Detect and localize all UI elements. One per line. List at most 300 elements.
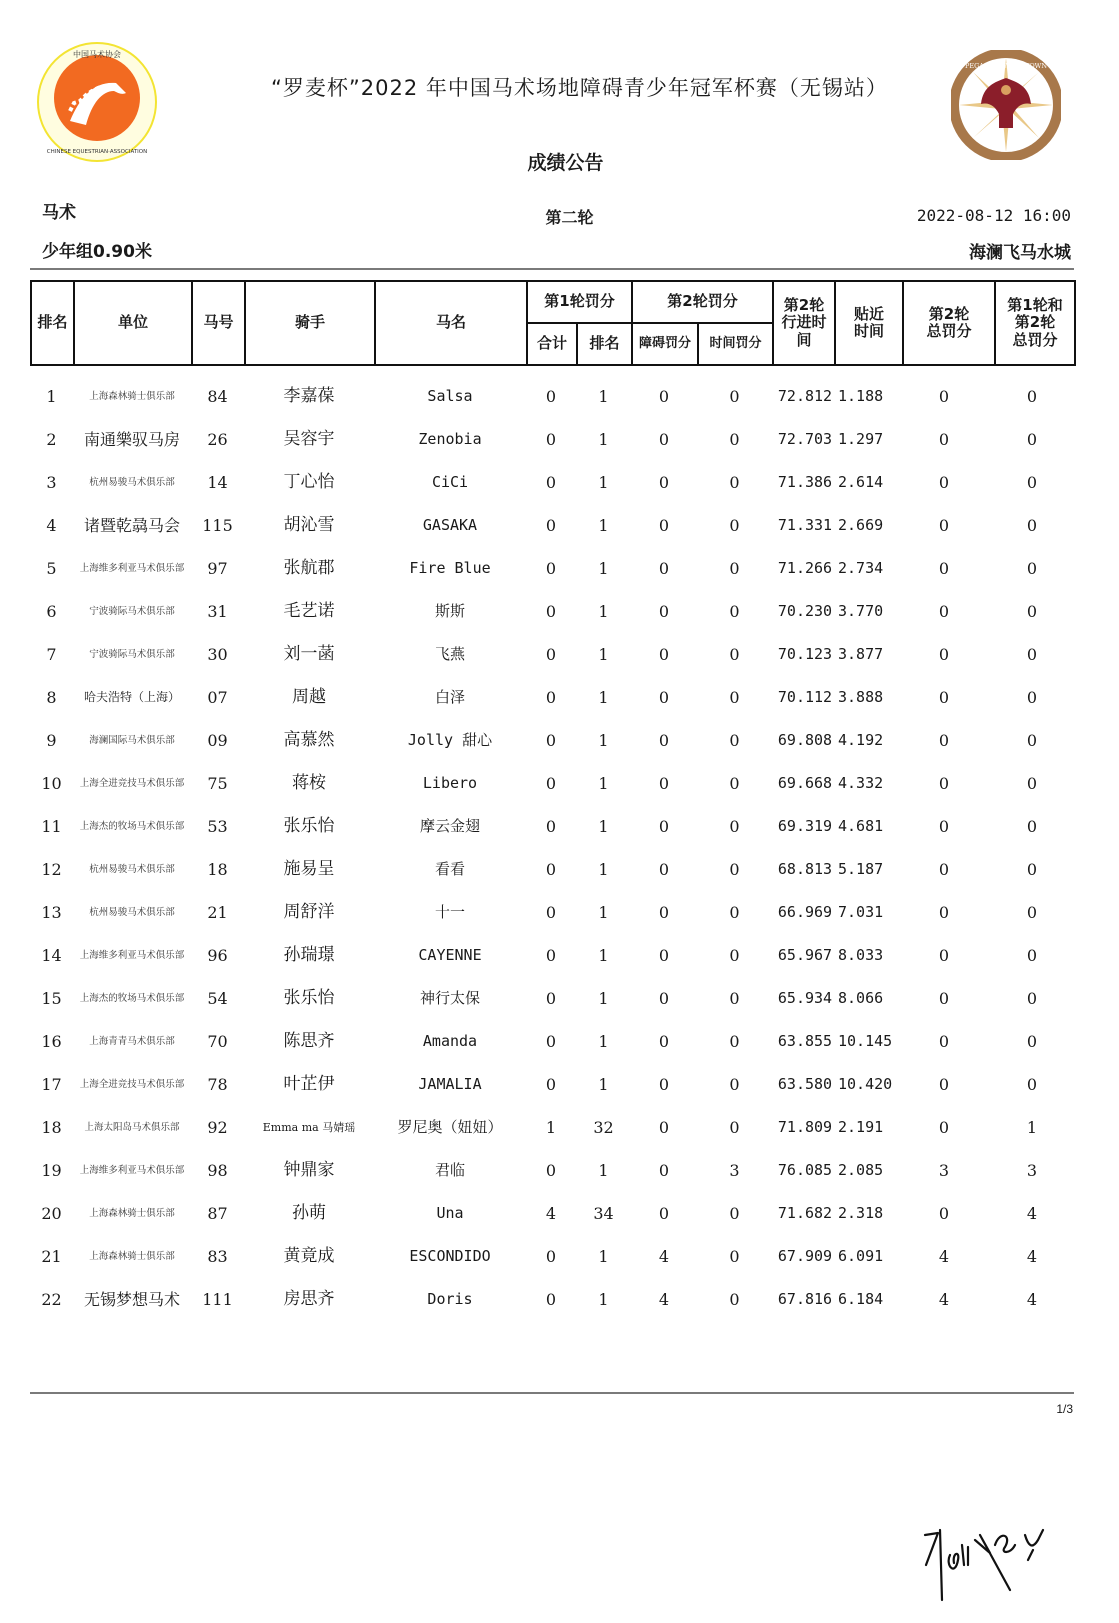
round2-time-penalty-cell: 0 <box>729 1032 740 1051</box>
round1-total-cell: 0 <box>545 602 557 621</box>
event-title: “罗麦杯”2022 年中国马术场地障碍青少年冠军杯赛（无锡站） <box>271 76 888 100</box>
rank-cell: 22 <box>41 1290 62 1309</box>
round2-obstacle-penalty-cell: 0 <box>658 559 670 578</box>
round2-obstacle-penalty-cell: 4 <box>658 1290 670 1309</box>
club-cell: 上海太阳岛马术俱乐部 <box>84 1122 180 1133</box>
rider-cell: 施易呈 <box>283 859 335 879</box>
round2-obstacle-penalty-cell: 0 <box>658 731 670 750</box>
round1-total-cell: 0 <box>545 946 557 965</box>
club-cell: 上海青青马术俱乐部 <box>89 1036 175 1047</box>
diff-time-cell: 8.033 <box>838 946 884 964</box>
round2-obstacle-penalty-cell: 0 <box>658 989 670 1008</box>
rider-cell: 钟鼎家 <box>283 1160 335 1180</box>
horse-no-cell: 30 <box>207 645 228 664</box>
table-row <box>30 418 1074 461</box>
grand-total-cell: 0 <box>1026 516 1038 535</box>
round-label: 第二轮 <box>545 208 594 227</box>
rank-cell: 19 <box>41 1161 62 1180</box>
grand-total-cell: 0 <box>1026 473 1038 492</box>
horse-cell: 神行太保 <box>419 989 480 1007</box>
horse-cell: 看看 <box>434 860 465 878</box>
round2-time-cell: 76.085 <box>777 1161 833 1179</box>
round2-time-penalty-cell: 0 <box>729 1075 740 1094</box>
horse-cell: JAMALIA <box>418 1075 482 1093</box>
rider-cell: 房思齐 <box>283 1289 335 1309</box>
horse-no-cell: 31 <box>207 602 228 621</box>
round2-total-cell: 4 <box>938 1290 950 1309</box>
grand-total-cell: 0 <box>1026 817 1038 836</box>
table-row <box>30 1149 1074 1192</box>
horse-no-cell: 70 <box>207 1032 228 1051</box>
club-cell: 无锡梦想马术 <box>83 1290 180 1309</box>
horse-no-cell: 92 <box>207 1118 228 1137</box>
rank-cell: 16 <box>41 1032 62 1051</box>
table-row <box>30 633 1074 676</box>
col-round2-time-penalty: 时间罚分 <box>698 323 773 365</box>
round1-total-cell: 0 <box>545 1075 557 1094</box>
club-cell: 上海全进竞技马术俱乐部 <box>79 1079 185 1090</box>
round2-total-cell: 0 <box>938 1032 950 1051</box>
round2-obstacle-penalty-cell: 0 <box>658 430 670 449</box>
club-cell: 宁波骑际马术俱乐部 <box>89 606 175 617</box>
rider-cell: 丁心怡 <box>283 472 335 492</box>
horse-cell: 斯斯 <box>434 602 465 620</box>
round2-obstacle-penalty-cell: 0 <box>658 774 670 793</box>
signature-icon <box>920 1505 1070 1615</box>
club-cell: 诸暨乾骉马会 <box>83 516 180 535</box>
col-rank: 排名 <box>31 281 74 365</box>
round2-total-cell: 0 <box>938 817 950 836</box>
horse-no-cell: 18 <box>207 860 228 879</box>
diff-time-cell: 3.888 <box>838 688 884 706</box>
horse-cell: CiCi <box>431 473 469 491</box>
round2-obstacle-penalty-cell: 0 <box>658 1118 670 1137</box>
diff-time-cell: 6.184 <box>838 1290 884 1308</box>
horse-no-cell: 14 <box>207 473 228 492</box>
round2-time-penalty-cell: 0 <box>729 903 740 922</box>
horse-no-cell: 07 <box>207 688 228 707</box>
round2-obstacle-penalty-cell: 0 <box>658 1032 670 1051</box>
round2-time-cell: 65.934 <box>777 989 833 1007</box>
table-row <box>30 1278 1074 1321</box>
round1-rank-cell: 1 <box>598 559 609 578</box>
diff-time-cell: 2.734 <box>838 559 884 577</box>
table-row <box>30 504 1074 547</box>
round1-rank-cell: 1 <box>598 387 609 406</box>
diff-time-cell: 3.770 <box>838 602 884 620</box>
col-round2-time: 第2轮 行进时 间 <box>773 281 835 365</box>
horse-no-cell: 83 <box>207 1247 228 1266</box>
round2-time-penalty-cell: 0 <box>729 473 740 492</box>
round1-total-cell: 0 <box>545 1247 557 1266</box>
round1-total-cell: 0 <box>545 473 557 492</box>
round1-rank-cell: 1 <box>598 430 609 449</box>
club-cell: 上海杰的牧场马术俱乐部 <box>79 993 185 1004</box>
horse-cell: 飞燕 <box>434 645 465 663</box>
diff-time-cell: 10.420 <box>838 1075 893 1093</box>
grand-total-cell: 3 <box>1026 1161 1038 1180</box>
round2-obstacle-penalty-cell: 0 <box>658 516 670 535</box>
diff-time-cell: 8.066 <box>838 989 884 1007</box>
round1-total-cell: 0 <box>545 688 557 707</box>
round2-time-penalty-cell: 0 <box>729 645 740 664</box>
horse-cell: 君临 <box>434 1161 465 1179</box>
round2-total-cell: 4 <box>938 1247 950 1266</box>
rank-cell: 14 <box>41 946 62 965</box>
horse-no-cell: 84 <box>207 387 228 406</box>
round2-total-cell: 0 <box>938 946 950 965</box>
round2-time-cell: 69.668 <box>777 774 833 792</box>
rank-cell: 9 <box>46 731 57 750</box>
rank-cell: 7 <box>46 645 57 664</box>
round2-time-penalty-cell: 0 <box>729 946 740 965</box>
club-cell: 南通樂驭马房 <box>83 430 180 449</box>
rider-cell: 刘一菡 <box>283 644 335 664</box>
round2-time-cell: 63.855 <box>777 1032 833 1050</box>
footer-divider <box>30 1392 1074 1394</box>
round2-time-cell: 72.812 <box>777 387 833 405</box>
round2-total-cell: 0 <box>938 430 950 449</box>
round2-time-penalty-cell: 3 <box>729 1161 740 1180</box>
horse-no-cell: 97 <box>207 559 228 578</box>
rider-cell: 李嘉葆 <box>283 386 335 406</box>
rider-cell: 叶芷伊 <box>283 1074 335 1094</box>
rank-cell: 13 <box>41 903 62 922</box>
round2-obstacle-penalty-cell: 0 <box>658 903 670 922</box>
round2-total-cell: 0 <box>938 1075 950 1094</box>
grand-total-cell: 0 <box>1026 645 1038 664</box>
round2-obstacle-penalty-cell: 4 <box>658 1247 670 1266</box>
horse-no-cell: 115 <box>202 516 233 535</box>
col-club: 单位 <box>74 281 192 365</box>
grand-total-cell: 4 <box>1026 1290 1038 1309</box>
round2-time-cell: 70.112 <box>777 688 833 706</box>
round2-time-penalty-cell: 0 <box>729 731 740 750</box>
results-table-header <box>30 280 1076 366</box>
rank-cell: 12 <box>41 860 62 879</box>
rank-cell: 10 <box>41 774 62 793</box>
table-row <box>30 375 1074 418</box>
round2-time-cell: 71.682 <box>777 1204 833 1222</box>
horse-cell: Jolly 甜心 <box>407 731 493 749</box>
club-cell: 上海杰的牧场马术俱乐部 <box>79 821 185 832</box>
chinese-equestrian-association-logo-icon <box>36 41 158 163</box>
table-row <box>30 977 1074 1020</box>
grand-total-cell: 0 <box>1026 1032 1038 1051</box>
round1-rank-cell: 32 <box>593 1118 614 1137</box>
club-cell: 上海森林骑士俱乐部 <box>89 1208 175 1219</box>
col-horse-no: 马号 <box>192 281 245 365</box>
rank-cell: 4 <box>46 516 57 535</box>
round2-time-penalty-cell: 0 <box>729 430 740 449</box>
round1-rank-cell: 1 <box>598 989 609 1008</box>
grand-total-cell: 0 <box>1026 430 1038 449</box>
club-cell: 上海维多利亚马术俱乐部 <box>79 950 185 961</box>
round2-time-cell: 67.816 <box>777 1290 833 1308</box>
diff-time-cell: 2.614 <box>838 473 884 491</box>
round1-total-cell: 4 <box>545 1204 557 1223</box>
round2-obstacle-penalty-cell: 0 <box>658 645 670 664</box>
col-round2-total: 第2轮 总罚分 <box>903 281 995 365</box>
table-row <box>30 934 1074 977</box>
grand-total-cell: 0 <box>1026 774 1038 793</box>
round2-time-cell: 71.386 <box>777 473 833 491</box>
round1-total-cell: 0 <box>545 559 557 578</box>
svg-text:PEGASUS WATERTOWN: PEGASUS WATERTOWN <box>964 62 1048 70</box>
diff-time-cell: 4.681 <box>838 817 884 835</box>
round1-total-cell: 0 <box>545 645 557 664</box>
horse-no-cell: 09 <box>207 731 228 750</box>
round1-total-cell: 0 <box>545 1032 557 1051</box>
col-grand-total: 第1轮和 第2轮 总罚分 <box>995 281 1075 365</box>
col-diff-time: 贴近 时间 <box>835 281 903 365</box>
round2-time-cell: 69.808 <box>777 731 833 749</box>
rank-cell: 6 <box>46 602 57 621</box>
horse-no-cell: 75 <box>207 774 228 793</box>
col-group-round2-penalty: 第2轮罚分 <box>632 281 773 323</box>
rider-cell: 蒋桉 <box>292 773 326 793</box>
horse-no-cell: 111 <box>202 1290 233 1309</box>
round2-obstacle-penalty-cell: 0 <box>658 817 670 836</box>
horse-cell: Doris <box>427 1290 473 1308</box>
round2-total-cell: 0 <box>938 903 950 922</box>
round2-time-penalty-cell: 0 <box>729 688 740 707</box>
round2-total-cell: 0 <box>938 559 950 578</box>
round2-time-penalty-cell: 0 <box>729 516 740 535</box>
club-cell: 杭州易骏马术俱乐部 <box>89 477 175 488</box>
rank-cell: 20 <box>41 1204 62 1223</box>
round2-total-cell: 0 <box>938 731 950 750</box>
venue-label: 海澜飞马水城 <box>969 243 1071 263</box>
round1-rank-cell: 1 <box>598 645 609 664</box>
club-cell: 哈夫浩特（上海） <box>83 690 180 704</box>
table-row <box>30 1235 1074 1278</box>
diff-time-cell: 5.187 <box>838 860 884 878</box>
svg-text:中国马术协会: 中国马术协会 <box>73 50 121 59</box>
round2-total-cell: 0 <box>938 1118 950 1137</box>
diff-time-cell: 4.332 <box>838 774 884 792</box>
table-row <box>30 762 1074 805</box>
rider-cell: 周舒洋 <box>283 902 335 922</box>
table-row <box>30 805 1074 848</box>
round2-time-penalty-cell: 0 <box>729 559 740 578</box>
club-cell: 上海维多利亚马术俱乐部 <box>79 1165 185 1176</box>
diff-time-cell: 1.188 <box>838 387 884 405</box>
horse-no-cell: 53 <box>207 817 228 836</box>
horse-no-cell: 26 <box>207 430 228 449</box>
rider-cell: 周越 <box>292 687 326 707</box>
round1-rank-cell: 1 <box>598 903 609 922</box>
round2-time-penalty-cell: 0 <box>729 602 740 621</box>
round2-time-cell: 67.909 <box>777 1247 833 1265</box>
diff-time-cell: 7.031 <box>838 903 884 921</box>
header-divider <box>30 268 1074 270</box>
rank-cell: 11 <box>41 817 62 836</box>
round2-obstacle-penalty-cell: 0 <box>658 860 670 879</box>
page-number: 1/3 <box>1056 1402 1073 1416</box>
round2-time-penalty-cell: 0 <box>729 1204 740 1223</box>
horse-cell: 十一 <box>434 903 465 921</box>
grand-total-cell: 0 <box>1026 989 1038 1008</box>
diff-time-cell: 1.297 <box>838 430 884 448</box>
diff-time-cell: 10.145 <box>838 1032 893 1050</box>
round1-rank-cell: 1 <box>598 946 609 965</box>
round1-total-cell: 0 <box>545 860 557 879</box>
table-row <box>30 676 1074 719</box>
round1-total-cell: 0 <box>545 817 557 836</box>
grand-total-cell: 1 <box>1026 1118 1038 1137</box>
round2-time-cell: 70.230 <box>777 602 833 620</box>
rider-cell: 毛艺诺 <box>283 601 335 621</box>
horse-no-cell: 21 <box>207 903 228 922</box>
round2-time-cell: 65.967 <box>777 946 833 964</box>
round2-total-cell: 0 <box>938 860 950 879</box>
table-row <box>30 1020 1074 1063</box>
rank-cell: 17 <box>41 1075 62 1094</box>
rider-cell: 胡沁雪 <box>283 515 335 535</box>
grand-total-cell: 0 <box>1026 387 1038 406</box>
diff-time-cell: 6.091 <box>838 1247 884 1265</box>
round2-obstacle-penalty-cell: 0 <box>658 602 670 621</box>
grand-total-cell: 4 <box>1026 1204 1038 1223</box>
round2-time-cell: 70.123 <box>777 645 833 663</box>
table-row <box>30 891 1074 934</box>
round1-total-cell: 1 <box>545 1118 557 1137</box>
rank-cell: 5 <box>46 559 57 578</box>
round1-rank-cell: 1 <box>598 774 609 793</box>
round2-obstacle-penalty-cell: 0 <box>658 688 670 707</box>
club-cell: 杭州易骏马术俱乐部 <box>89 864 175 875</box>
col-group-round1-penalty: 第1轮罚分 <box>527 281 632 323</box>
round1-total-cell: 0 <box>545 387 557 406</box>
rider-cell: 孙瑞璟 <box>283 945 335 965</box>
round2-time-penalty-cell: 0 <box>729 387 740 406</box>
club-cell: 上海森林骑士俱乐部 <box>89 391 175 402</box>
round2-obstacle-penalty-cell: 0 <box>658 1204 670 1223</box>
round2-total-cell: 0 <box>938 516 950 535</box>
grand-total-cell: 0 <box>1026 946 1038 965</box>
col-round1-total: 合计 <box>527 323 577 365</box>
round2-time-cell: 69.319 <box>777 817 833 835</box>
round2-total-cell: 0 <box>938 688 950 707</box>
svg-text:飞马水城: 飞马水城 <box>993 145 1019 152</box>
rider-cell: 孙萌 <box>292 1203 326 1223</box>
horse-no-cell: 78 <box>207 1075 228 1094</box>
horse-cell: Amanda <box>422 1032 478 1050</box>
round2-time-penalty-cell: 0 <box>729 860 740 879</box>
round2-time-cell: 66.969 <box>777 903 833 921</box>
grand-total-cell: 0 <box>1026 559 1038 578</box>
horse-cell: 摩云金翅 <box>419 817 480 835</box>
round2-total-cell: 3 <box>938 1161 950 1180</box>
table-row <box>30 1063 1074 1106</box>
round2-total-cell: 0 <box>938 473 950 492</box>
round2-obstacle-penalty-cell: 0 <box>658 387 670 406</box>
horse-cell: GASAKA <box>422 516 478 534</box>
round1-rank-cell: 1 <box>598 1032 609 1051</box>
category-label: 少年组0.90米 <box>42 242 152 262</box>
round1-rank-cell: 1 <box>598 1161 609 1180</box>
round1-total-cell: 0 <box>545 516 557 535</box>
diff-time-cell: 2.669 <box>838 516 884 534</box>
diff-time-cell: 2.085 <box>838 1161 884 1179</box>
rider-cell: 张航郡 <box>283 558 335 578</box>
round2-time-penalty-cell: 0 <box>729 1118 740 1137</box>
rider-cell: 高慕然 <box>283 730 335 750</box>
round2-time-cell: 63.580 <box>777 1075 833 1093</box>
round1-total-cell: 0 <box>545 903 557 922</box>
round2-obstacle-penalty-cell: 0 <box>658 1161 670 1180</box>
col-round1-rank: 排名 <box>577 323 632 365</box>
round1-rank-cell: 1 <box>598 817 609 836</box>
rider-cell: 黄竟成 <box>283 1246 335 1266</box>
horse-cell: 罗尼奥（妞妞） <box>397 1118 503 1136</box>
announcement-subtitle: 成绩公告 <box>527 152 604 174</box>
round2-time-cell: 68.813 <box>777 860 833 878</box>
horse-cell: 白泽 <box>434 688 465 706</box>
round1-rank-cell: 1 <box>598 860 609 879</box>
rank-cell: 3 <box>46 473 57 492</box>
table-row <box>30 461 1074 504</box>
round2-time-cell: 71.266 <box>777 559 833 577</box>
horse-cell: Salsa <box>427 387 473 405</box>
grand-total-cell: 0 <box>1026 903 1038 922</box>
rank-cell: 18 <box>41 1118 62 1137</box>
round2-total-cell: 0 <box>938 387 950 406</box>
round1-total-cell: 0 <box>545 989 557 1008</box>
round1-total-cell: 0 <box>545 774 557 793</box>
round2-obstacle-penalty-cell: 0 <box>658 946 670 965</box>
round2-total-cell: 0 <box>938 774 950 793</box>
round2-obstacle-penalty-cell: 0 <box>658 473 670 492</box>
round2-time-penalty-cell: 0 <box>729 817 740 836</box>
club-cell: 杭州易骏马术俱乐部 <box>89 907 175 918</box>
club-cell: 上海森林骑士俱乐部 <box>89 1251 175 1262</box>
club-cell: 宁波骑际马术俱乐部 <box>89 649 175 660</box>
table-row <box>30 719 1074 762</box>
results-table-body <box>30 375 1074 1321</box>
rider-cell: 陈思齐 <box>283 1031 335 1051</box>
table-row <box>30 1192 1074 1235</box>
grand-total-cell: 0 <box>1026 602 1038 621</box>
round1-rank-cell: 1 <box>598 1075 609 1094</box>
horse-cell: Libero <box>422 774 478 792</box>
horse-no-cell: 87 <box>207 1204 228 1223</box>
horse-cell: ESCONDIDO <box>409 1247 491 1265</box>
club-cell: 上海全进竞技马术俱乐部 <box>79 778 185 789</box>
round2-time-penalty-cell: 0 <box>729 1290 740 1309</box>
round2-total-cell: 0 <box>938 645 950 664</box>
diff-time-cell: 3.877 <box>838 645 884 663</box>
diff-time-cell: 2.318 <box>838 1204 884 1222</box>
grand-total-cell: 0 <box>1026 1075 1038 1094</box>
club-cell: 海澜国际马术俱乐部 <box>89 735 175 746</box>
rider-cell: 张乐怡 <box>283 988 335 1008</box>
round2-total-cell: 0 <box>938 1204 950 1223</box>
round2-total-cell: 0 <box>938 602 950 621</box>
rider-cell: Emma ma 马婧瑶 <box>262 1121 356 1134</box>
round1-rank-cell: 1 <box>598 1247 609 1266</box>
rank-cell: 1 <box>46 387 57 406</box>
horse-cell: Zenobia <box>418 430 482 448</box>
col-rider: 骑手 <box>245 281 375 365</box>
pegasus-watertown-logo-icon <box>951 50 1061 160</box>
round1-rank-cell: 1 <box>598 473 609 492</box>
grand-total-cell: 4 <box>1026 1247 1038 1266</box>
round1-total-cell: 0 <box>545 731 557 750</box>
round2-total-cell: 0 <box>938 989 950 1008</box>
rank-cell: 2 <box>46 430 57 449</box>
